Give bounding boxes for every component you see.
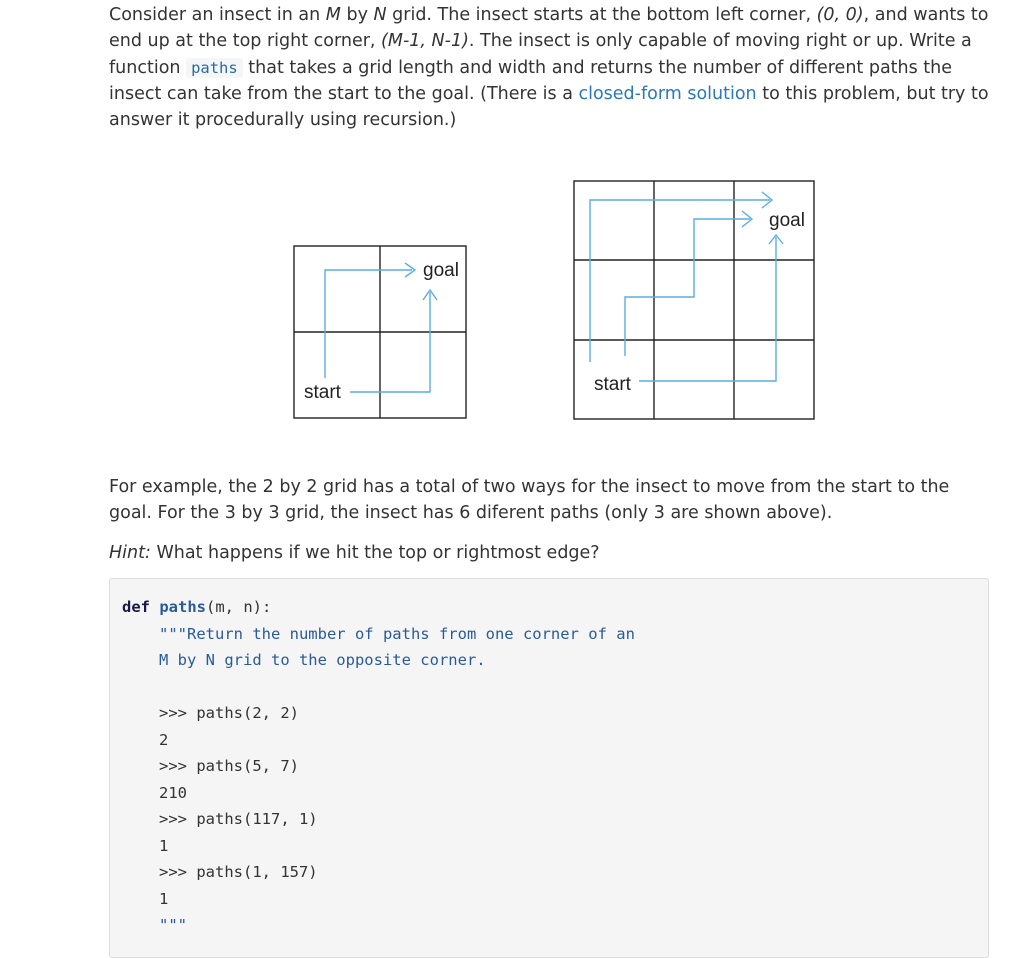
large-path-up-then-right [590, 200, 770, 362]
closed-form-solution-link[interactable]: closed-form solution [578, 83, 757, 104]
intro-text: . The insect is only capable of moving right or up. Write a function [109, 31, 972, 78]
code-doctest-prompt: >>> paths(117, 1) [159, 810, 318, 828]
small-goal-label: goal [423, 260, 459, 281]
small-path-up-first [325, 270, 412, 378]
small-grid-diagram [294, 246, 466, 418]
code-docstring-end: """ [159, 916, 187, 934]
code-doctest-prompt: >>> paths(5, 7) [159, 757, 299, 775]
code-doctest-output: 210 [159, 783, 187, 802]
var-m: M [325, 5, 341, 25]
code-doctest-output: 2 [159, 730, 169, 749]
problem-description [109, 2, 993, 133]
example-paragraph: For example, the 2 by 2 grid has a total of two ways for the insect to move from the start to the goal. For the 3 by 3 grid, the insect has 6 diferent paths (only 3 are shown above). [109, 477, 950, 524]
large-start-label: start [594, 374, 631, 395]
hint-label: Hint: [109, 543, 151, 563]
arrowhead-up-icon [423, 290, 437, 300]
large-goal-label: goal [769, 210, 805, 231]
arrowhead-right-icon [405, 263, 415, 277]
code-doctest-output: 1 [159, 836, 169, 855]
code-params: (m, n): [206, 598, 272, 616]
code-function-name: paths [159, 598, 207, 616]
arrowhead-right-icon [742, 211, 752, 227]
code-doctest-output: 1 [159, 889, 169, 908]
intro-text: by [340, 5, 374, 25]
intro-text: to this problem, but try to answer it procedurally using recursion.) [109, 83, 989, 131]
inline-code-paths: paths [186, 58, 243, 78]
code-docstring-line: M by N grid to the opposite corner. [159, 651, 486, 669]
large-grid-diagram [574, 181, 814, 419]
arrowhead-right-icon [762, 192, 772, 208]
intro-text: , and wants to end up at the top right corner, [109, 5, 989, 52]
code-def-keyword: def [122, 598, 150, 616]
hint-paragraph [109, 540, 993, 566]
intro-text: that takes a grid length and width and returns the number of different paths the insect can take from the start to the goal. (There is a [109, 57, 953, 104]
small-start-label: start [304, 382, 341, 403]
intro-text: grid. The insect starts at the bottom left corner, [386, 5, 817, 25]
start-coordinate: (0, 0) [816, 5, 864, 25]
large-grid-outline [574, 181, 814, 419]
small-grid-outline [294, 246, 466, 418]
intro-text: Consider an insect in an [109, 5, 326, 25]
large-path-staircase [625, 219, 750, 356]
end-coordinate: (M-1, N-1) [381, 31, 469, 52]
code-doctest-prompt: >>> paths(1, 157) [159, 863, 318, 881]
code-doctest-prompt: >>> paths(2, 2) [159, 704, 299, 722]
small-path-right-first [350, 292, 430, 392]
code-block [109, 578, 989, 958]
arrowhead-up-icon [769, 235, 783, 244]
large-path-right-then-up [639, 237, 776, 381]
code-docstring-line: """Return the number of paths from one corner of an [159, 624, 635, 643]
hint-text: What happens if we hit the top or rightmost edge? [150, 543, 600, 563]
var-n: N [373, 5, 387, 25]
